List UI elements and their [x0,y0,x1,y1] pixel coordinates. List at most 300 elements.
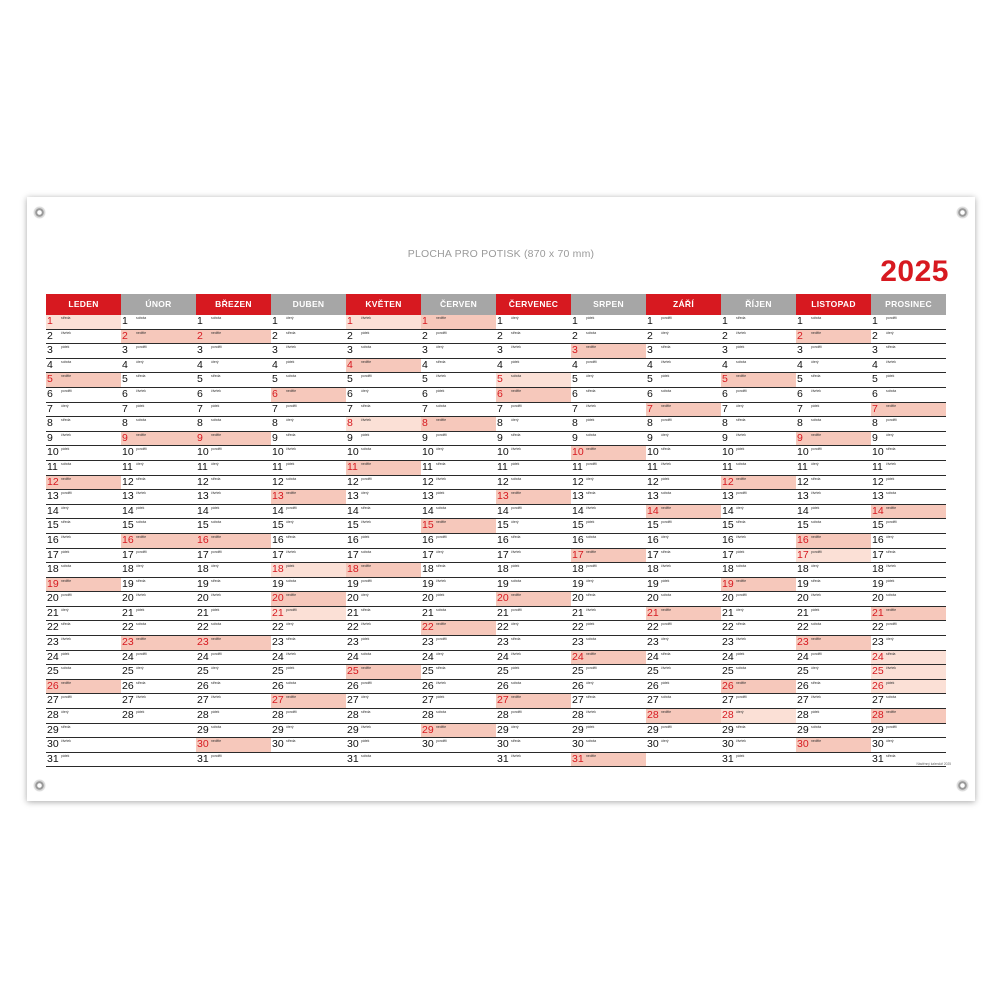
day-cell [646,490,721,505]
day-number: 20 [272,592,284,605]
day-cell [271,592,346,607]
weekday-name: středa [886,651,896,656]
day-number: 28 [572,709,584,722]
day-number: 25 [47,665,59,678]
day-number: 17 [122,548,134,561]
day-cell [571,651,646,666]
weekday-name: sobota [586,432,597,437]
weekday-name: sobota [586,739,597,744]
day-number: 5 [497,373,503,386]
day-number: 26 [872,679,884,692]
weekday-name: pondělí [811,651,823,656]
day-cell [721,461,796,476]
day-cell [346,563,421,578]
day-number: 1 [422,315,428,327]
day-cell [796,373,871,388]
grommet-bottom-left-icon [34,780,45,791]
weekday-name: středa [811,374,821,379]
day-cell [421,592,496,607]
day-number: 15 [347,519,359,532]
day-number: 12 [197,475,209,488]
day-cell [421,373,496,388]
day-cell [571,519,646,534]
weekday-name: středa [61,316,71,320]
weekday-name: neděle [361,564,372,569]
weekday-name: pondělí [436,330,448,335]
day-number: 22 [122,621,134,634]
day-cell [646,432,721,447]
day-number: 17 [197,548,209,561]
day-cell [421,651,496,666]
day-cell [121,505,196,520]
day-cell [796,505,871,520]
day-number: 18 [647,563,659,576]
day-cell [721,359,796,374]
day-cell [46,651,121,666]
day-cell [121,665,196,680]
day-cell [721,388,796,403]
day-number: 24 [347,650,359,663]
weekday-name: čtvrtek [136,593,146,598]
month-header: ÚNOR [121,294,196,315]
day-cell [346,651,421,666]
day-number: 27 [647,694,659,707]
weekday-name: pátek [211,505,220,510]
day-number: 30 [872,738,884,751]
weekday-name: středa [361,710,371,715]
weekday-name: čtvrtek [811,388,821,393]
day-number: 20 [347,592,359,605]
day-cell [46,417,121,432]
weekday-name: pátek [511,564,520,569]
day-number: 14 [422,504,434,517]
day-number: 15 [272,519,284,532]
day-cell [496,738,571,753]
empty-day-cell [421,753,496,768]
day-number: 15 [197,519,209,532]
day-cell [421,403,496,418]
day-cell [571,680,646,695]
weekday-name: čtvrtek [211,593,221,598]
day-cell [721,607,796,622]
day-number: 21 [872,606,884,619]
weekday-name: neděle [286,491,297,496]
day-cell [46,315,121,330]
day-cell [46,446,121,461]
day-cell [46,432,121,447]
day-cell [871,330,946,345]
day-cell [46,665,121,680]
day-number: 12 [647,475,659,488]
day-cell [196,417,271,432]
day-number: 18 [872,563,884,576]
weekday-name: středa [736,622,746,627]
day-number: 26 [497,679,509,692]
weekday-name: neděle [586,651,597,656]
weekday-name: středa [436,666,446,671]
day-cell [421,665,496,680]
day-number: 28 [722,709,734,722]
weekday-name: pondělí [211,447,223,452]
day-number: 10 [47,446,59,459]
weekday-name: pátek [436,388,445,393]
weekday-name: úterý [61,607,69,612]
day-cell [646,578,721,593]
day-cell [421,446,496,461]
day-number: 8 [47,417,53,430]
day-cell [796,563,871,578]
weekday-name: úterý [586,680,594,685]
day-number: 11 [47,460,58,473]
weekday-name: neděle [811,739,822,744]
day-cell [721,592,796,607]
weekday-name: neděle [736,578,747,583]
weekday-name: úterý [361,695,369,700]
weekday-name: pátek [886,680,895,685]
weekday-name: pondělí [811,549,823,554]
weekday-name: sobota [361,447,372,452]
weekday-name: úterý [811,359,819,364]
day-cell [721,578,796,593]
day-cell [121,344,196,359]
day-cell [421,330,496,345]
day-number: 13 [497,490,509,503]
weekday-name: čtvrtek [286,447,296,452]
day-cell [346,476,421,491]
day-number: 9 [572,431,578,444]
month-header: ŘÍJEN [721,294,796,315]
month-column [196,294,271,767]
day-cell [721,549,796,564]
day-number: 3 [497,344,503,357]
day-cell [196,534,271,549]
weekday-name: neděle [661,607,672,612]
weekday-name: pondělí [586,359,598,364]
weekday-name: čtvrtek [136,695,146,700]
day-number: 7 [872,402,878,415]
day-number: 5 [797,373,803,386]
day-cell [571,388,646,403]
weekday-name: neděle [436,418,447,423]
day-cell [721,505,796,520]
day-cell [196,315,271,330]
day-cell [196,607,271,622]
day-number: 27 [797,694,809,707]
day-cell [496,549,571,564]
day-cell [121,709,196,724]
weekday-name: sobota [286,578,297,583]
day-number: 18 [122,563,134,576]
day-cell [196,432,271,447]
day-number: 10 [497,446,509,459]
weekday-name: úterý [511,418,519,423]
weekday-name: neděle [136,534,147,539]
day-number: 25 [572,665,584,678]
day-cell [196,578,271,593]
day-number: 2 [197,329,203,342]
day-number: 20 [122,592,134,605]
weekday-name: úterý [61,403,69,408]
day-number: 23 [422,636,434,649]
day-number: 27 [572,694,584,707]
day-cell [496,578,571,593]
weekday-name: sobota [136,520,147,525]
day-cell [496,432,571,447]
day-cell [271,665,346,680]
day-cell [271,388,346,403]
day-number: 23 [497,636,509,649]
day-number: 23 [197,636,209,649]
day-cell [571,665,646,680]
weekday-name: středa [286,534,296,539]
weekday-name: čtvrtek [436,680,446,685]
day-cell [121,359,196,374]
day-cell [421,505,496,520]
day-cell [646,607,721,622]
day-cell [421,519,496,534]
weekday-name: úterý [886,739,894,744]
day-cell [646,505,721,520]
day-cell [571,403,646,418]
day-cell [496,403,571,418]
weekday-name: neděle [736,680,747,685]
day-cell [571,417,646,432]
weekday-name: středa [211,680,221,685]
weekday-name: sobota [211,520,222,525]
weekday-name: pondělí [61,695,73,700]
weekday-name: čtvrtek [811,491,821,496]
day-cell [721,563,796,578]
day-cell [346,519,421,534]
weekday-name: středa [736,520,746,525]
day-cell [571,344,646,359]
weekday-name: úterý [361,491,369,496]
day-number: 12 [47,475,59,488]
day-number: 17 [47,548,59,561]
weekday-name: čtvrtek [586,403,596,408]
day-number: 17 [572,548,584,561]
weekday-name: neděle [886,710,897,715]
day-number: 2 [797,329,803,342]
day-number: 7 [647,402,653,415]
day-number: 21 [47,606,59,619]
weekday-name: neděle [736,374,747,379]
day-cell [496,315,571,330]
day-cell [271,403,346,418]
weekday-name: sobota [586,534,597,539]
weekday-name: čtvrtek [661,564,671,569]
day-number: 4 [197,358,203,371]
day-cell [46,607,121,622]
day-cell [871,549,946,564]
day-cell [46,753,121,768]
day-cell [196,724,271,739]
day-number: 11 [422,460,433,473]
day-number: 14 [797,504,809,517]
day-cell [121,476,196,491]
day-number: 2 [647,329,653,342]
day-cell [421,724,496,739]
day-cell [571,490,646,505]
day-number: 2 [422,329,428,342]
day-cell [346,578,421,593]
weekday-name: sobota [136,316,147,320]
day-number: 9 [122,431,128,444]
weekday-name: pátek [511,359,520,364]
day-cell [421,578,496,593]
grommet-bottom-right-icon [957,780,968,791]
day-cell [346,315,421,330]
day-number: 28 [47,709,59,722]
grommet-top-right-icon [957,207,968,218]
day-number: 7 [47,402,53,415]
day-cell [721,417,796,432]
day-cell [346,417,421,432]
day-cell [121,680,196,695]
weekday-name: pondělí [661,622,673,627]
day-number: 11 [872,460,883,473]
weekday-name: pondělí [61,388,73,393]
day-number: 20 [872,592,884,605]
day-cell [346,388,421,403]
day-number: 25 [272,665,284,678]
weekday-name: úterý [736,403,744,408]
day-number: 29 [497,723,509,736]
day-cell [421,344,496,359]
day-number: 10 [122,446,134,459]
day-cell [871,563,946,578]
weekday-name: neděle [586,753,597,758]
weekday-name: sobota [511,374,522,379]
day-cell [796,519,871,534]
day-number: 7 [797,402,803,415]
weekday-name: pondělí [361,578,373,583]
day-number: 12 [422,475,434,488]
day-cell [571,461,646,476]
day-number: 31 [47,752,59,765]
day-number: 13 [647,490,659,503]
day-number: 29 [272,723,284,736]
day-number: 23 [572,636,584,649]
month-column [496,294,571,767]
day-cell [796,665,871,680]
day-cell [196,519,271,534]
day-number: 2 [347,329,353,342]
day-number: 22 [872,621,884,634]
weekday-name: sobota [511,578,522,583]
weekday-name: pondělí [211,753,223,758]
weekday-name: čtvrtek [586,505,596,510]
day-number: 24 [722,650,734,663]
day-cell [421,432,496,447]
weekday-name: úterý [436,651,444,656]
weekday-name: pátek [661,680,670,685]
day-cell [571,709,646,724]
weekday-name: čtvrtek [736,637,746,642]
day-cell [646,330,721,345]
day-number: 4 [497,358,503,371]
day-cell [871,578,946,593]
day-number: 26 [647,679,659,692]
weekday-name: úterý [661,330,669,335]
weekday-name: sobota [661,491,672,496]
weekday-name: pondělí [661,418,673,423]
day-cell [421,476,496,491]
day-cell [796,344,871,359]
weekday-name: pondělí [211,345,223,350]
weekday-name: středa [286,330,296,335]
day-cell [796,724,871,739]
weekday-name: středa [736,418,746,423]
day-cell [571,315,646,330]
day-cell [196,490,271,505]
day-number: 30 [797,738,809,751]
day-cell [421,636,496,651]
day-number: 30 [272,738,284,751]
weekday-name: čtvrtek [61,432,71,437]
day-cell [721,534,796,549]
day-number: 26 [722,679,734,692]
weekday-name: úterý [886,637,894,642]
day-number: 19 [347,577,359,590]
day-number: 19 [422,577,434,590]
day-number: 29 [647,723,659,736]
day-cell [196,563,271,578]
day-cell [721,665,796,680]
day-number: 26 [122,679,134,692]
weekday-name: úterý [211,666,219,671]
weekday-name: neděle [61,374,72,379]
day-number: 21 [197,606,209,619]
weekday-name: čtvrtek [586,607,596,612]
day-number: 15 [647,519,659,532]
day-cell [46,476,121,491]
day-cell [421,388,496,403]
day-number: 8 [647,417,653,430]
day-number: 23 [647,636,659,649]
day-number: 25 [347,665,359,678]
day-cell [271,724,346,739]
day-cell [871,621,946,636]
day-number: 10 [797,446,809,459]
weekday-name: pátek [286,564,295,569]
weekday-name: čtvrtek [511,345,521,350]
weekday-name: pondělí [286,505,298,510]
weekday-name: středa [436,564,446,569]
weekday-name: sobota [811,622,822,627]
day-number: 15 [872,519,884,532]
day-number: 1 [122,315,128,327]
weekday-name: pondělí [136,549,148,554]
day-cell [421,680,496,695]
day-cell [571,724,646,739]
day-cell [196,373,271,388]
day-number: 23 [797,636,809,649]
day-number: 30 [722,738,734,751]
month-header: LISTOPAD [796,294,871,315]
weekday-name: pondělí [511,710,523,715]
day-cell [421,359,496,374]
day-number: 30 [197,738,209,751]
day-number: 15 [722,519,734,532]
day-number: 19 [497,577,509,590]
weekday-name: pondělí [736,388,748,393]
day-cell [271,490,346,505]
day-cell [46,359,121,374]
weekday-name: neděle [511,695,522,700]
weekday-name: čtvrtek [511,447,521,452]
day-number: 4 [722,358,728,371]
